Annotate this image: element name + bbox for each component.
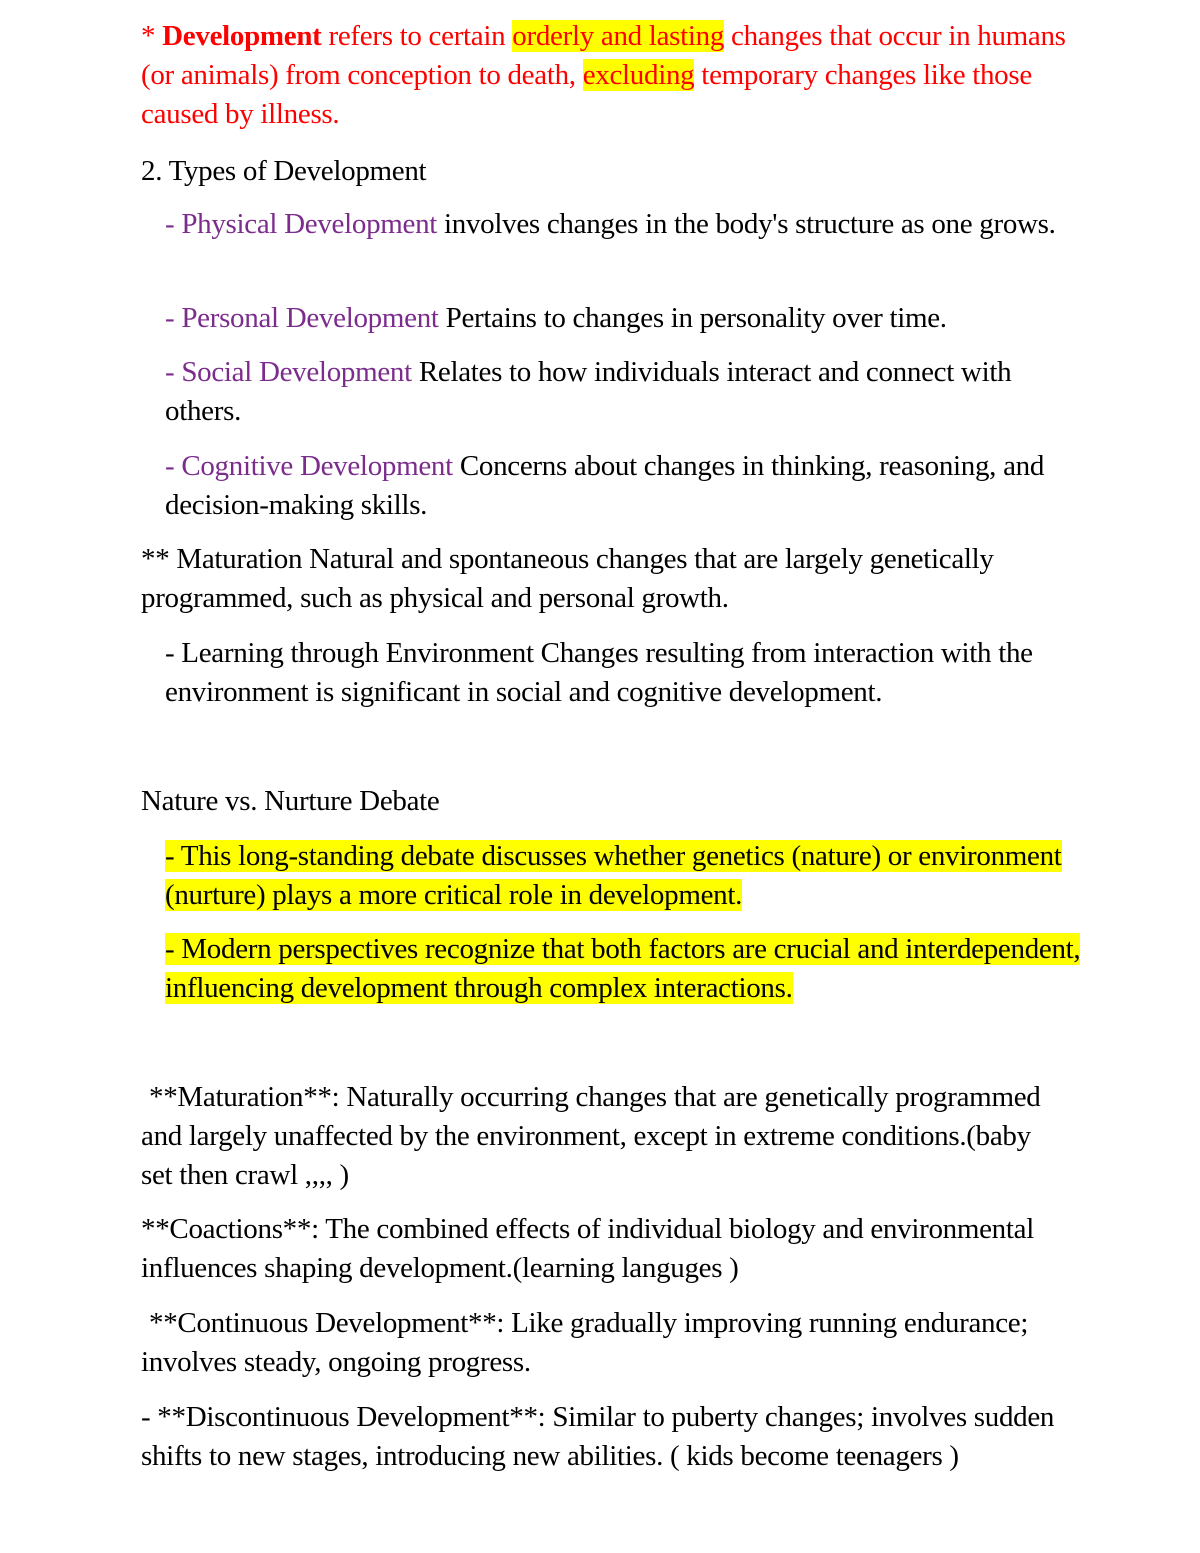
type-desc-cognitive: Concerns about changes in thinking, reasoning, and decision-making skills. (165, 450, 1045, 521)
type-term-cognitive: Cognitive Development (181, 450, 453, 482)
type-item-cognitive (141, 447, 1090, 525)
type-term-personal: Personal Development (181, 302, 439, 334)
type-item-personal (141, 299, 1090, 338)
nature-nurture-point-1 (141, 837, 1090, 915)
term-maturation: **Maturation**: Naturally occurring changes that are genetically programmed and largely unaffected by the environment, except in extreme conditions.(baby set then crawl ,,,, ) (141, 1081, 1041, 1191)
type-item-social (141, 353, 1090, 431)
type-prefix: - (165, 302, 182, 334)
definition-highlight-1: orderly and lasting (512, 20, 725, 52)
definition-term: Development (162, 20, 322, 52)
definition-text-1: refers to certain (321, 20, 513, 52)
nature-nurture-heading: Nature vs. Nurture Debate (141, 785, 440, 817)
type-desc-physical: involves changes in the body's structure as one grows. (437, 208, 1056, 240)
term-continuous-development: **Continuous Development**: Like gradually improving running endurance; involves steady, ongoing progress. (141, 1307, 1029, 1378)
nature-nurture-point-2 (141, 930, 1090, 1008)
highlighted-text: - Modern perspectives recognize that both factors are crucial and interdependent, influencing development through complex interactions. (165, 933, 1081, 1004)
maturation-note: ** Maturation Natural and spontaneous changes that are largely genetically programmed, such as physical and personal growth. (141, 543, 994, 614)
type-term-physical: Physical Development (181, 208, 438, 240)
type-desc-social: Relates to how individuals interact and connect with others. (165, 356, 1012, 427)
term-discontinuous-development: - **Discontinuous Development**: Similar to puberty changes; involves sudden shifts to new stages, introducing new abilities. ( kids become teenagers ) (141, 1401, 1055, 1472)
types-heading: 2. Types of Development (141, 155, 427, 187)
term-coactions: **Coactions**: The combined effects of individual biology and environmental influences shaping development.(learning languges ) (141, 1213, 1034, 1284)
type-prefix: - (165, 356, 182, 388)
learning-note: - Learning through Environment Changes resulting from interaction with the environment is significant in social and cognitive development. (165, 637, 1033, 708)
type-prefix: - (165, 208, 182, 240)
definition-bullet: * (141, 20, 163, 52)
type-item-physical (141, 205, 1090, 244)
type-term-social: Social Development (181, 356, 412, 388)
type-desc-personal: Pertains to changes in personality over time. (438, 302, 947, 334)
highlighted-text: - This long-standing debate discusses whether genetics (nature) or environment (nurture) plays a more critical role in development. (165, 840, 1062, 911)
definition-highlight-2: excluding (582, 59, 695, 91)
type-prefix: - (165, 450, 182, 482)
definition-text-3: temporary changes like those caused by illness. (141, 59, 1032, 130)
definition-paragraph (141, 17, 1066, 134)
definition-text-2: changes that occur in humans (or animals) from conception to death, (141, 20, 1066, 91)
